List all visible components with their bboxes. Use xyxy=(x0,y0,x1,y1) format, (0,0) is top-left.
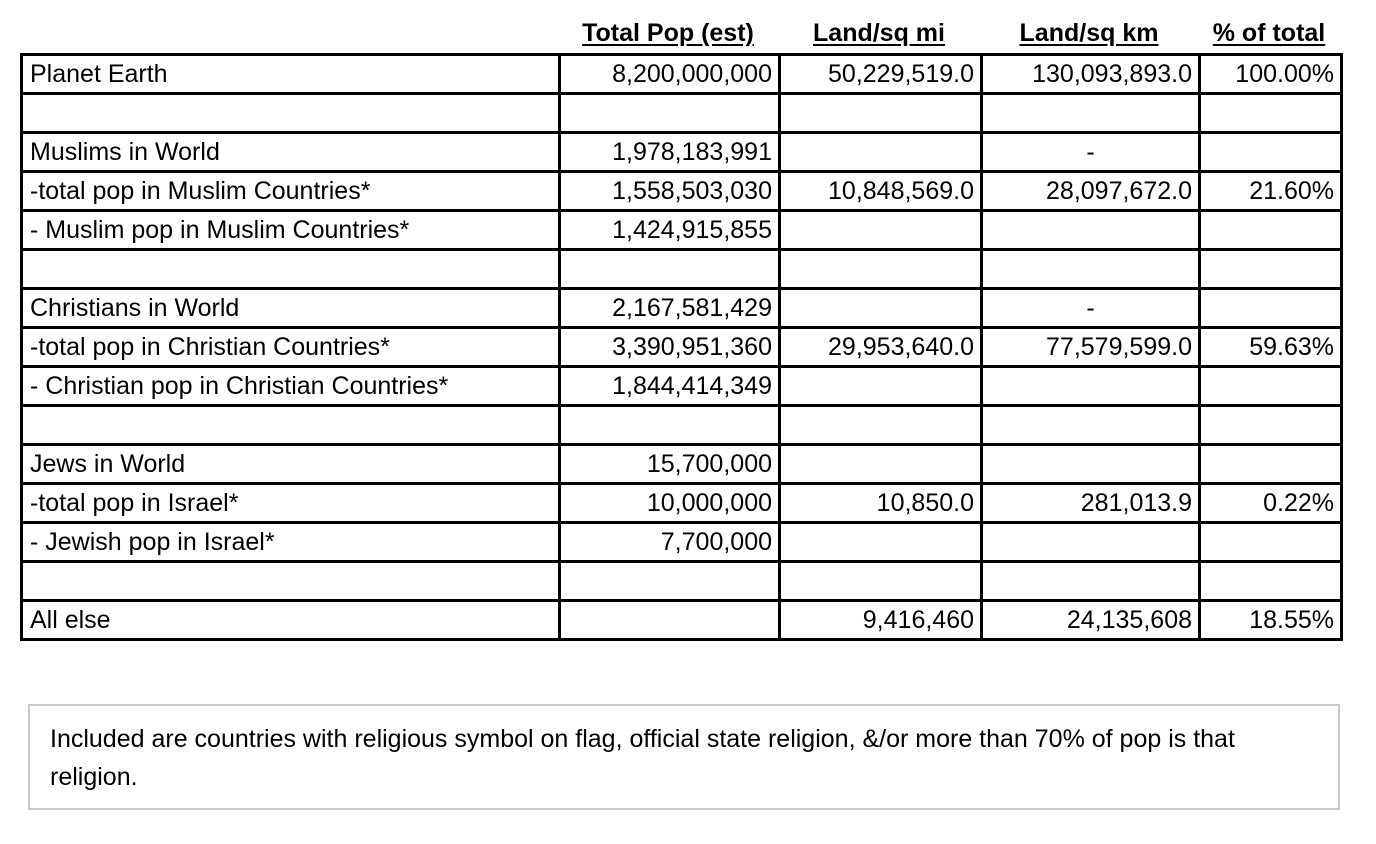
total-pop-cell: 1,978,183,991 xyxy=(560,133,780,172)
land-sq-km-cell: - xyxy=(982,289,1200,328)
header-pct-total: % of total xyxy=(1212,19,1326,47)
pct-total-cell xyxy=(1200,133,1342,172)
footnote-box xyxy=(28,704,1340,810)
total-pop-cell: 2,167,581,429 xyxy=(560,289,780,328)
land-sq-km-cell xyxy=(982,367,1200,406)
population-table xyxy=(20,53,1343,641)
land-sq-mi-cell xyxy=(780,523,982,562)
total-pop-cell xyxy=(560,562,780,601)
row-label: - Muslim pop in Muslim Countries* xyxy=(22,211,560,250)
row-label: - Jewish pop in Israel* xyxy=(22,523,560,562)
table-row xyxy=(22,484,1342,523)
table-row xyxy=(22,55,1342,94)
land-sq-mi-cell xyxy=(780,562,982,601)
pct-total-cell xyxy=(1200,94,1342,133)
land-sq-km-cell xyxy=(982,211,1200,250)
pct-total-cell: 100.00% xyxy=(1200,55,1342,94)
pct-total-cell xyxy=(1200,406,1342,445)
total-pop-cell xyxy=(560,406,780,445)
land-sq-km-cell: 281,013.9 xyxy=(982,484,1200,523)
land-sq-mi-cell: 10,850.0 xyxy=(780,484,982,523)
land-sq-mi-cell xyxy=(780,289,982,328)
table-row xyxy=(22,523,1342,562)
land-sq-km-cell xyxy=(982,445,1200,484)
land-sq-mi-cell: 29,953,640.0 xyxy=(780,328,982,367)
total-pop-cell: 1,558,503,030 xyxy=(560,172,780,211)
pct-total-cell xyxy=(1200,445,1342,484)
land-sq-mi-cell xyxy=(780,445,982,484)
land-sq-km-cell xyxy=(982,562,1200,601)
total-pop-cell: 15,700,000 xyxy=(560,445,780,484)
table-row xyxy=(22,367,1342,406)
total-pop-cell: 8,200,000,000 xyxy=(560,55,780,94)
land-sq-mi-cell xyxy=(780,250,982,289)
row-label: All else xyxy=(22,601,560,640)
table-row xyxy=(22,289,1342,328)
land-sq-mi-cell: 10,848,569.0 xyxy=(780,172,982,211)
land-sq-mi-cell: 9,416,460 xyxy=(780,601,982,640)
land-sq-mi-cell xyxy=(780,406,982,445)
row-label: -total pop in Christian Countries* xyxy=(22,328,560,367)
table-body xyxy=(22,55,1342,640)
land-sq-mi-cell: 50,229,519.0 xyxy=(780,55,982,94)
land-sq-km-cell xyxy=(982,523,1200,562)
land-sq-km-cell: 77,579,599.0 xyxy=(982,328,1200,367)
table-row xyxy=(22,211,1342,250)
pct-total-cell: 0.22% xyxy=(1200,484,1342,523)
table-row xyxy=(22,94,1342,133)
pct-total-cell xyxy=(1200,211,1342,250)
land-sq-km-cell xyxy=(982,250,1200,289)
pct-total-cell xyxy=(1200,367,1342,406)
total-pop-cell: 3,390,951,360 xyxy=(560,328,780,367)
land-sq-mi-cell xyxy=(780,133,982,172)
land-sq-km-cell xyxy=(982,406,1200,445)
header-land-sq-km: Land/sq km xyxy=(1019,19,1159,47)
pct-total-cell xyxy=(1200,250,1342,289)
table-row xyxy=(22,445,1342,484)
total-pop-cell: 7,700,000 xyxy=(560,523,780,562)
land-sq-km-cell: 24,135,608 xyxy=(982,601,1200,640)
table-row xyxy=(22,601,1342,640)
header-land-sq-mi: Land/sq mi xyxy=(813,19,945,47)
total-pop-cell xyxy=(560,94,780,133)
land-sq-km-cell xyxy=(982,94,1200,133)
land-sq-km-cell: - xyxy=(982,133,1200,172)
table-row xyxy=(22,328,1342,367)
pct-total-cell: 59.63% xyxy=(1200,328,1342,367)
total-pop-cell: 10,000,000 xyxy=(560,484,780,523)
total-pop-cell xyxy=(560,250,780,289)
land-sq-mi-cell xyxy=(780,94,982,133)
table-row xyxy=(22,406,1342,445)
pct-total-cell: 21.60% xyxy=(1200,172,1342,211)
table-row xyxy=(22,133,1342,172)
table-row xyxy=(22,172,1342,211)
row-label: Muslims in World xyxy=(22,133,560,172)
land-sq-mi-cell xyxy=(780,211,982,250)
total-pop-cell: 1,424,915,855 xyxy=(560,211,780,250)
pct-total-cell: 18.55% xyxy=(1200,601,1342,640)
total-pop-cell: 1,844,414,349 xyxy=(560,367,780,406)
row-label: - Christian pop in Christian Countries* xyxy=(22,367,560,406)
land-sq-km-cell: 28,097,672.0 xyxy=(982,172,1200,211)
row-label: Jews in World xyxy=(22,445,560,484)
row-label: Christians in World xyxy=(22,289,560,328)
pct-total-cell xyxy=(1200,289,1342,328)
header-total-pop: Total Pop (est) xyxy=(582,19,754,47)
row-label xyxy=(22,94,560,133)
row-label xyxy=(22,562,560,601)
row-label xyxy=(22,406,560,445)
row-label: -total pop in Muslim Countries* xyxy=(22,172,560,211)
land-sq-mi-cell xyxy=(780,367,982,406)
row-label: Planet Earth xyxy=(22,55,560,94)
row-label xyxy=(22,250,560,289)
pct-total-cell xyxy=(1200,562,1342,601)
row-label: -total pop in Israel* xyxy=(22,484,560,523)
footnote-text: Included are countries with religious symbol on flag, official state religion, &/or more than 70% of pop is that religion. xyxy=(50,725,1235,791)
pct-total-cell xyxy=(1200,523,1342,562)
total-pop-cell xyxy=(560,601,780,640)
table-row xyxy=(22,250,1342,289)
land-sq-km-cell: 130,093,893.0 xyxy=(982,55,1200,94)
table-row xyxy=(22,562,1342,601)
